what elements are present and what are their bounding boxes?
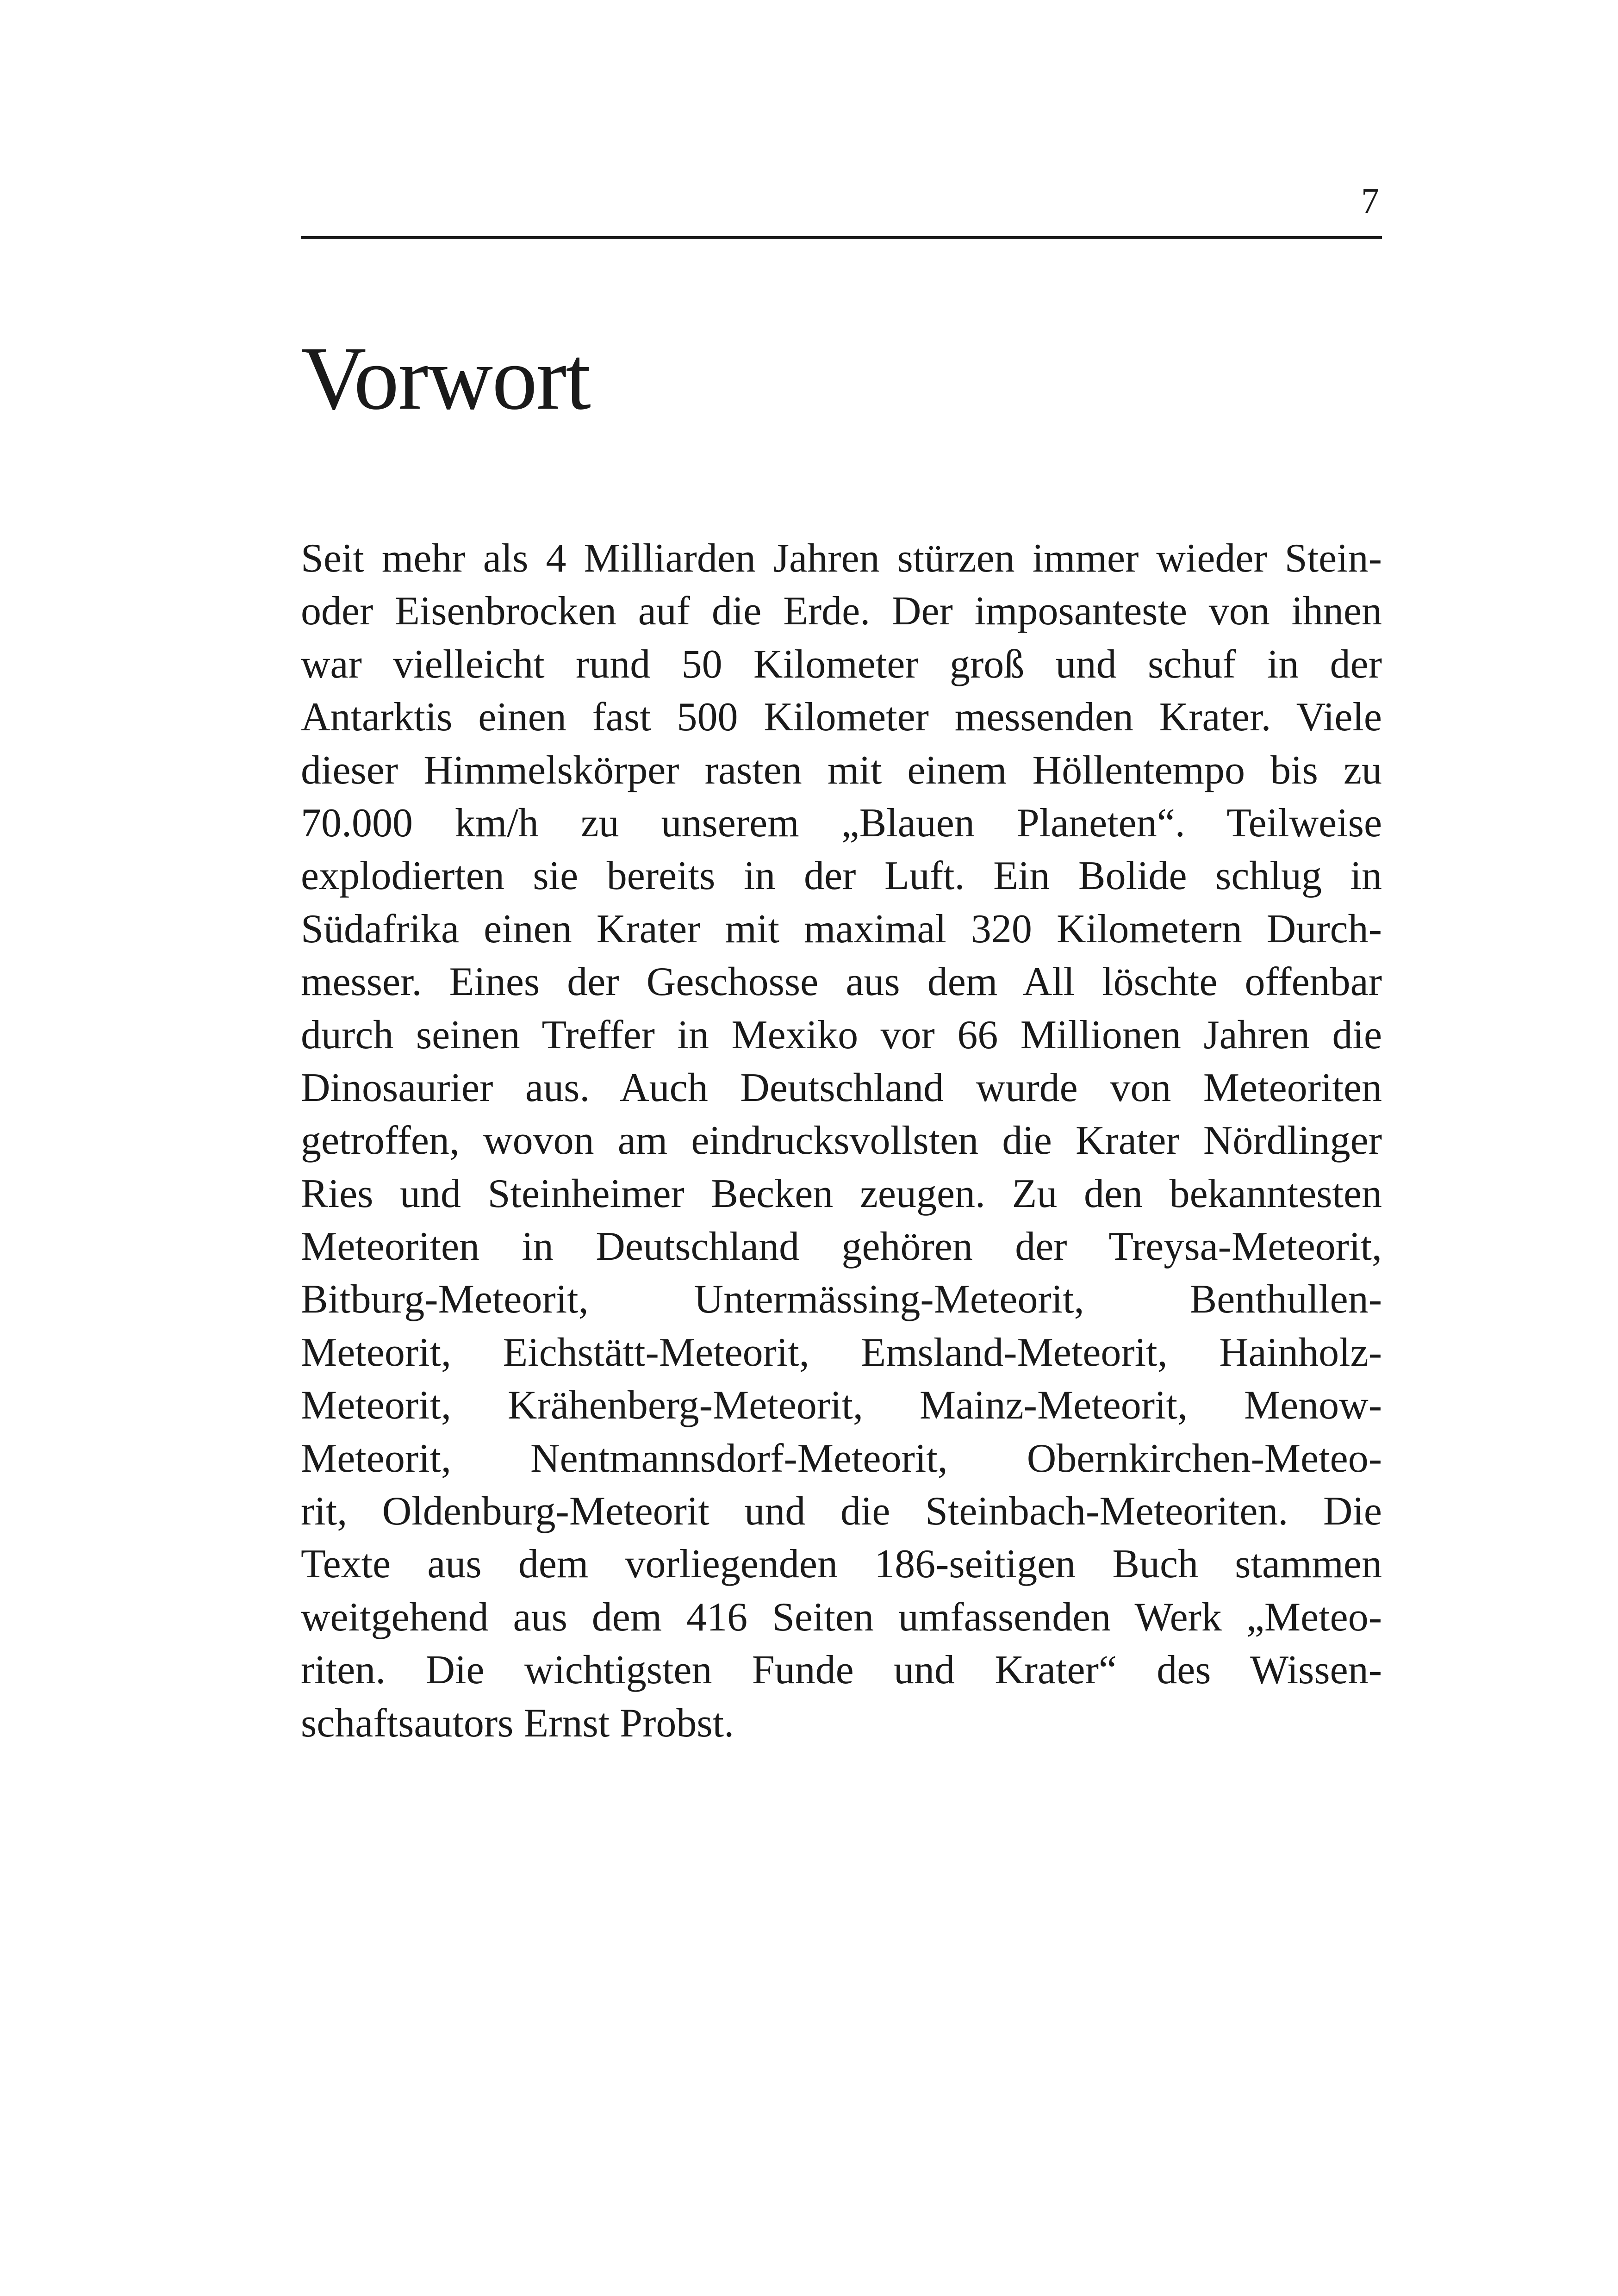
- body-line: Meteorit, Krähenberg-Meteorit, Mainz-Meteorit, Menow-: [301, 1383, 1382, 1428]
- body-line: Antarktis einen fast 500 Kilometer messenden Krater. Viele: [301, 695, 1382, 740]
- body-line: Meteorit, Eichstätt-Meteorit, Emsland-Meteorit, Hainholz-: [301, 1330, 1382, 1375]
- header-rule: [301, 236, 1382, 239]
- body-line: durch seinen Treffer in Mexiko vor 66 Millionen Jahren die: [301, 1012, 1382, 1058]
- body-line: Ries und Steinheimer Becken zeugen. Zu den bekanntesten: [301, 1171, 1382, 1216]
- body-line: explodierten sie bereits in der Luft. Ein Bolide schlug in: [301, 853, 1382, 899]
- body-line: getroffen, wovon am eindrucksvollsten die Krater Nördlinger: [301, 1118, 1382, 1164]
- body-line: Texte aus dem vorliegenden 186-seitigen Buch stammen: [301, 1542, 1382, 1587]
- page-number: 7: [1361, 180, 1379, 221]
- body-text: [301, 532, 1382, 1750]
- body-line: riten. Die wichtigsten Funde und Krater“ des Wissen-: [301, 1648, 1382, 1693]
- body-line: Meteoriten in Deutschland gehören der Treysa-Meteorit,: [301, 1224, 1382, 1269]
- body-line: Bitburg-Meteorit, Untermässing-Meteorit, Benthullen-: [301, 1277, 1382, 1322]
- body-line: weitgehend aus dem 416 Seiten umfassenden Werk „Meteo-: [301, 1594, 1382, 1640]
- body-line: Dinosaurier aus. Auch Deutschland wurde von Meteoriten: [301, 1065, 1382, 1110]
- body-line: messer. Eines der Geschosse aus dem All löschte offenbar: [301, 959, 1382, 1005]
- body-line: rit, Oldenburg-Meteorit und die Steinbach-Meteoriten. Die: [301, 1489, 1382, 1534]
- body-line: oder Eisenbrocken auf die Erde. Der imposanteste von ihnen: [301, 589, 1382, 634]
- body-line: Südafrika einen Krater mit maximal 320 Kilometern Durch-: [301, 906, 1382, 952]
- body-line: war vielleicht rund 50 Kilometer groß und schuf in der: [301, 641, 1382, 687]
- body-line: Meteorit, Nentmannsdorf-Meteorit, Obernkirchen-Meteo-: [301, 1436, 1382, 1481]
- body-line: dieser Himmelskörper rasten mit einem Höllentempo bis zu: [301, 747, 1382, 793]
- body-line: schaftsautors Ernst Probst.: [301, 1700, 734, 1746]
- chapter-title: Vorwort: [301, 328, 590, 429]
- body-line: Seit mehr als 4 Milliarden Jahren stürzen immer wieder Stein-: [301, 536, 1382, 581]
- body-line: 70.000 km/h zu unserem „Blauen Planeten“. Teilweise: [301, 800, 1382, 846]
